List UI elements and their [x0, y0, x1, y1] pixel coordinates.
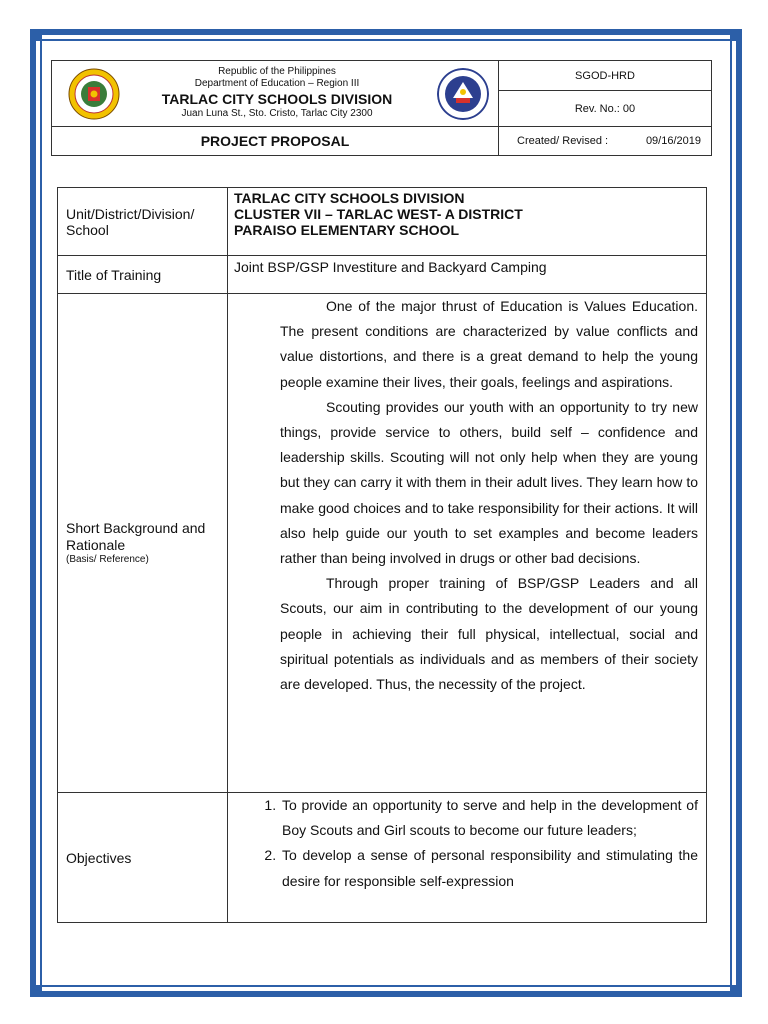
background-label-cell [58, 294, 228, 793]
border-corner [30, 985, 42, 997]
header-department: Department of Education – Region III [194, 78, 360, 89]
row-title [58, 256, 707, 294]
border-corner [730, 985, 742, 997]
objectives-label: Objectives [58, 793, 228, 923]
title-value: Joint BSP/GSP Investiture and Backyard Camping [228, 256, 707, 294]
doc-code: SGOD-HRD [499, 61, 711, 91]
row-unit [58, 188, 707, 256]
objectives-list [234, 793, 698, 894]
unit-line-3: PARAISO ELEMENTARY SCHOOL [234, 222, 460, 238]
background-paragraph-3: Through proper training of BSP/GSP Leaders and all Scouts, our aim in contributing to the development of our young people in achieving their full physical, intellectual, social and spiritual potentials as individuals and as members of their society are developed. Thus, the necessity of the project. [280, 575, 698, 693]
unit-label: Unit/District/Division/ School [58, 188, 228, 256]
header-address: Juan Luna St., Sto. Cristo, Tarlac City 2300 [181, 108, 373, 119]
row-background [58, 294, 707, 793]
objective-item: 1. To provide an opportunity to serve and help in the development of Boy Scouts and Girl scouts to become our future leaders; [280, 793, 698, 843]
header-republic: Republic of the Philippines [218, 66, 336, 77]
revision-number: Rev. No.: 00 [499, 91, 711, 127]
created-label: Created/ Revised : [517, 135, 609, 147]
border-corner [30, 29, 42, 41]
header-meta [499, 61, 711, 155]
background-value [228, 294, 707, 793]
title-label: Title of Training [58, 256, 228, 294]
header-division: TARLAC CITY SCHOOLS DIVISION [161, 91, 393, 107]
created-date: 09/16/2019 [645, 135, 701, 147]
objectives-value [228, 793, 707, 923]
unit-value [228, 188, 707, 256]
created-revised [499, 127, 711, 155]
objective-item: 2. To develop a sense of personal responsibility and stimulating the desire for responsible self-expression [280, 843, 698, 893]
document-header [51, 60, 712, 156]
background-sublabel: (Basis/ Reference) [66, 554, 149, 565]
unit-line-2: CLUSTER VII – TARLAC WEST- A DISTRICT [234, 206, 523, 222]
deped-seal-icon [437, 68, 489, 120]
header-agency-block [52, 61, 499, 127]
background-paragraph-1: One of the major thrust of Education is Values Education. The present conditions are characterized by value conflicts and value distortions, and there is a great demand to help the young people examine their lives, their goals, feelings and aspirations. [280, 298, 698, 390]
header-text [122, 66, 432, 120]
row-objectives [58, 793, 707, 923]
background-label: Short Background and Rationale [66, 520, 206, 553]
document-title: PROJECT PROPOSAL [52, 127, 499, 155]
border-corner [730, 29, 742, 41]
division-seal-icon [68, 68, 120, 120]
background-paragraph-2: Scouting provides our youth with an opportunity to try new things, provide service to others, build self – confidence and leadership skills. Scouting will not only help when they are young but they can carry it with them in their adult lives. They learn how to make good choices and to take responsibility for their actions. It will also help guide our youth to set examples and become leaders rather than being involved in drugs or other bad decisions. [280, 398, 698, 567]
unit-line-1: TARLAC CITY SCHOOLS DIVISION [234, 190, 465, 206]
proposal-table [57, 187, 707, 923]
